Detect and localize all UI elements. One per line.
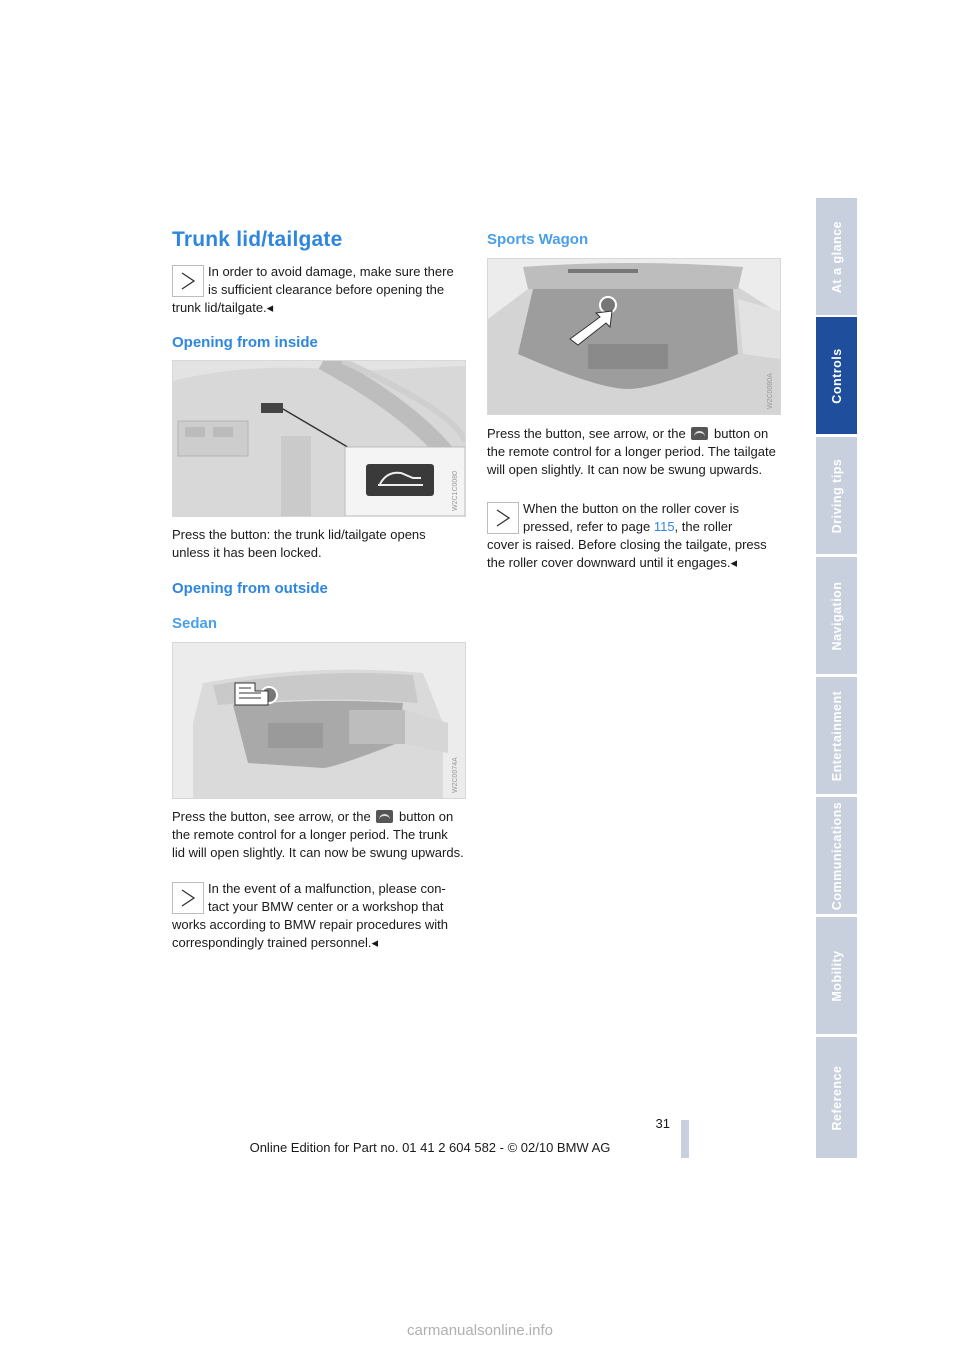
heading-sports-wagon: Sports Wagon [487, 231, 589, 248]
wagon-text-b: button on the remote control for a longer period. The tailgate will open slightly. It can now be swung upwards. [487, 426, 776, 477]
image-code: W2C0074A [452, 757, 459, 793]
tab-controls[interactable] [816, 317, 857, 434]
wagon-text-a: Press the button, see arrow, or the [487, 426, 686, 441]
heading-opening-inside: Opening from inside [172, 334, 318, 351]
page-number: 31 [655, 1116, 670, 1131]
tab-communications[interactable] [816, 797, 857, 914]
page-link-115[interactable]: 115 [653, 519, 675, 534]
image-sedan-trunk [172, 642, 466, 799]
sedan-text-a: Press the button, see arrow, or the [172, 809, 371, 824]
wagon-note-text-cont: cover is raised. Before closing the tailgate, press the roller cover downward until it engages.◂ [487, 537, 767, 570]
wagon-note-text-b: , the roller [674, 519, 733, 534]
tab-reference[interactable] [816, 1037, 857, 1158]
tab-label: Driving tips [829, 458, 844, 533]
remote-trunk-icon [376, 810, 393, 823]
tab-mobility[interactable] [816, 917, 857, 1034]
note-triangle-icon [172, 265, 204, 297]
wagon-text [487, 425, 779, 479]
note-triangle-icon [487, 502, 519, 534]
image-wagon-tailgate [487, 258, 781, 415]
remote-trunk-icon [691, 427, 708, 440]
sedan-note-text: In the event of a malfunction, please con- tact your BMW center or a workshop that [208, 881, 446, 914]
inside-text: Press the button: the trunk lid/tailgate opens unless it has been locked. [172, 527, 426, 560]
footer-edition: Online Edition for Part no. 01 41 2 604 582 - © 02/10 BMW AG [249, 1140, 611, 1155]
intro-note-text: In order to avoid damage, make sure there is sufficient clearance before opening the [208, 264, 454, 297]
heading-opening-outside: Opening from outside [172, 580, 328, 597]
tab-label: Mobility [829, 949, 844, 1002]
intro-note [172, 263, 464, 317]
tab-driving-tips[interactable] [816, 437, 857, 554]
sedan-text [172, 808, 464, 862]
watermark: carmanualsonline.info [407, 1322, 553, 1339]
wagon-note-text [487, 500, 779, 536]
heading-sedan: Sedan [172, 615, 218, 632]
wagon-note-text-a: When the button on the roller cover is pressed, refer to page [523, 501, 740, 534]
sedan-text-b: button on the remote control for a longer period. The trunk lid will open slightly. It can now be swung upwards. [172, 809, 464, 860]
tab-label: Reference [829, 1065, 844, 1130]
sedan-note [172, 880, 464, 952]
tab-label: Navigation [829, 581, 844, 650]
image-code: W2C0080A [767, 373, 774, 409]
image-interior-button [172, 360, 466, 517]
page-title: Trunk lid/tailgate [172, 228, 343, 251]
wagon-note [487, 500, 779, 572]
tab-entertainment[interactable] [816, 677, 857, 794]
tab-label: At a glance [829, 220, 844, 293]
tab-navigation[interactable] [816, 557, 857, 674]
note-triangle-icon [172, 882, 204, 914]
tab-at-a-glance[interactable] [816, 198, 857, 315]
intro-note-text-cont: trunk lid/tailgate.◂ [172, 300, 274, 315]
tab-label: Communications [829, 801, 844, 910]
tab-label: Entertainment [829, 690, 844, 781]
image-code: W2C1C0080 [452, 470, 459, 511]
tab-label: Controls [829, 347, 844, 404]
sedan-note-text-cont: works according to BMW repair procedures with correspondingly trained personnel.◂ [172, 917, 448, 950]
